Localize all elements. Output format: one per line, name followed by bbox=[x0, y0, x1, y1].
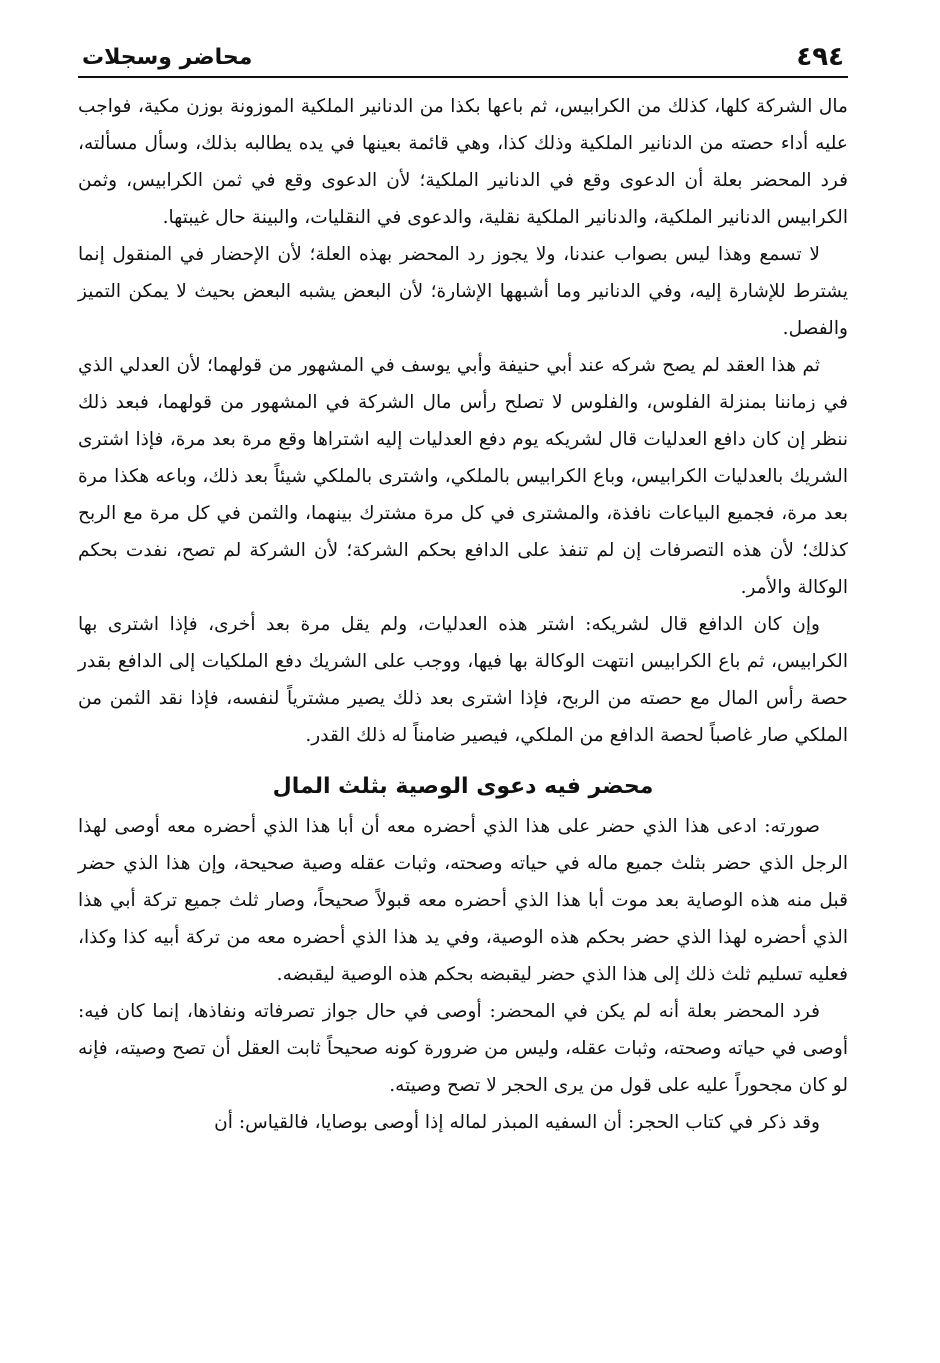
page-header bbox=[78, 28, 848, 78]
paragraph: ثم هذا العقد لم يصح شركه عند أبي حنيفة وأبي يوسف في المشهور من قولهما؛ لأن العدلي الذي في زماننا بمنزلة الفلوس، والفلوس لا تصلح رأس مال الشركة في المشهور من قولهما، فبعد ذلك ننظر إن كان دافع العدليات قال لشريكه يوم دفع العدليات إليه اشتراها وقع مرة بعد مرة، فإذا اشترى الشريك بالعدليات الكرابيس، وباع الكرابيس بالملكي، واشترى بالملكي شيئاً بعد ذلك، وباعه هكذا مرة بعد مرة، فجميع البياعات نافذة، والمشترى في كل مرة مشترك بينهما، والثمن في كل مرة مع الربح كذلك؛ لأن هذه التصرفات إن لم تنفذ على الدافع بحكم الشركة؛ لأن الشركة لم تصح، نفدت بحكم الوكالة والأمر. bbox=[78, 355, 848, 598]
body-text bbox=[78, 88, 848, 1141]
running-title: محاضر وسجلات bbox=[82, 45, 253, 70]
book-page bbox=[78, 28, 848, 1348]
paragraph: وقد ذكر في كتاب الحجر: أن السفيه المبذر لماله إذا أوصى بوصايا، فالقياس: أن bbox=[214, 1112, 820, 1133]
paragraph: لا تسمع وهذا ليس بصواب عندنا، ولا يجوز رد المحضر بهذه العلة؛ لأن الإحضار في المنقول إنما يشترط للإشارة إليه، وفي الدنانير وما أشبهها الإشارة؛ لأن البعض يشبه البعض بحيث لا يمكن التميز والفصل. bbox=[78, 244, 848, 339]
paragraph: وإن كان الدافع قال لشريكه: اشتر هذه العدليات، ولم يقل مرة بعد أخرى، فإذا اشترى بها الكرابيس، ثم باع الكرابيس انتهت الوكالة بها فيها، ووجب على الشريك دفع الملكيات إلى الدافع بقدر حصة رأس المال مع حصته من الربح، فإذا اشترى بعد ذلك يصير مشترياً لنفسه، فإذا نقد الثمن من الملكي صار غاصباً لحصة الدافع من الملكي، فيصير ضامناً له ذلك القدر. bbox=[78, 614, 848, 746]
paragraph: مال الشركة كلها، كذلك من الكرابيس، ثم باعها بكذا من الدنانير الملكية الموزونة بوزن مكية، فواجب عليه أداء حصته من الدنانير الملكية وذلك كذا، وهي قائمة بعينها في يده يطالبه بذلك، وسأل مسألته، فرد المحضر بعلة أن الدعوى وقع في الدنانير الملكية؛ لأن الدعوى وقع في ثمن الكرابيس، وثمن الكرابيس الدنانير الملكية، والدنانير الملكية نقلية، والدعوى في النقليات، والبينة حال غيبتها. bbox=[78, 96, 848, 228]
section-heading: محضر فيه دعوى الوصية بثلث المال bbox=[272, 774, 654, 799]
paragraph: صورته: ادعى هذا الذي حضر على هذا الذي أحضره معه أن أبا هذا الذي أحضره معه أوصى لهذا الرجل الذي حضر بثلث جميع ماله في حياته وصحته، وثبات عقله وصية صحيحة، وإن هذا الذي حضر قبل منه هذه الوصاية بعد موت أبا هذا الذي أحضره معه قبولاً صحيحاً، وصار ثلث جميع تركة أبي هذا الذي أحضره لهذا الذي حضر بحكم هذه الوصية، وفي يد هذا الذي أحضره معه من تركة أبيه كذا وكذا، فعليه تسليم ثلث ذلك إلى هذا الذي حضر ليقبضه بحكم هذه الوصية ليقبضه. bbox=[78, 816, 848, 985]
paragraph: فرد المحضر بعلة أنه لم يكن في المحضر: أوصى في حال جواز تصرفاته ونفاذها، إنما كان فيه: أوصى في حياته وصحته، وثبات عقله، وليس من ضرورة كونه صحيحاً ثابت العقل أن تصح وصيته، فإنه لو كان مجحوراً عليه على قول من يرى الحجر لا تصح وصيته. bbox=[78, 1001, 848, 1096]
page-number: ٤٩٤ bbox=[796, 42, 844, 72]
